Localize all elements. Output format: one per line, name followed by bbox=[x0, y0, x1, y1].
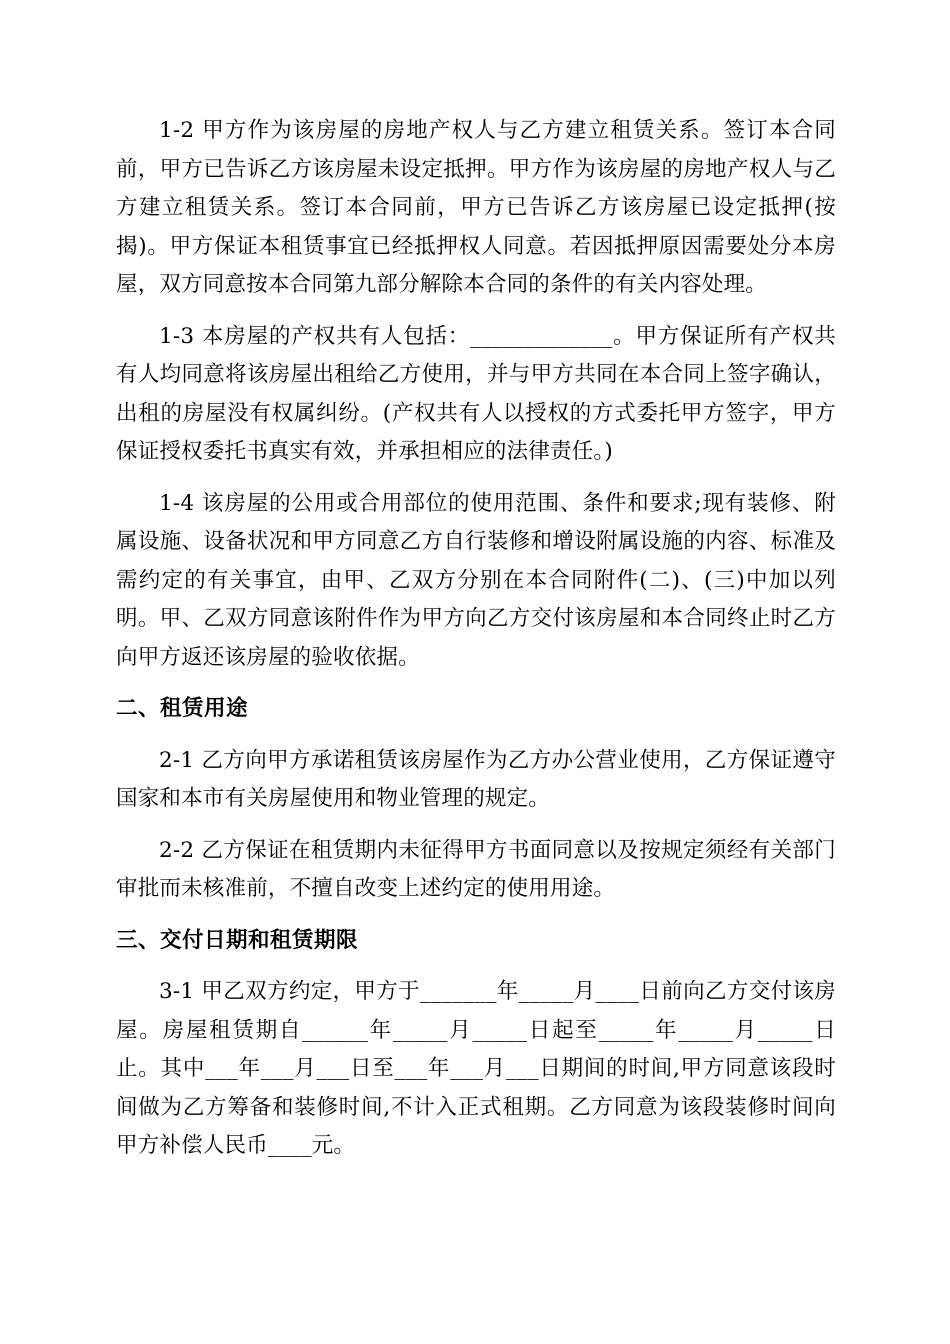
section-heading-rental-purpose: 二、租赁用途 bbox=[116, 696, 249, 721]
clause-1-4: 1-4 该房屋的公用或合用部位的使用范围、条件和要求;现有装修、附属设施、设备状况和甲方同意乙方自行装修和增设附属设施的内容、标准及需约定的有关事宜，由甲、乙双方分别在本合同附件(二)、(三)中加以列明。甲、乙双方同意该附件作为甲方向乙方交付该房屋和本合同终止时乙方向甲方返还该房屋的验收依据。 bbox=[116, 490, 836, 670]
clause-1-3: 1-3 本房屋的产权共有人包括：_____________。甲方保证所有产权共有人均同意将该房屋出租给乙方使用，并与甲方共同在本合同上签字确认，出租的房屋没有权属纠纷。(产权共有人以授权的方式委托甲方签字，甲方保证授权委托书真实有效，并承担相应的法律责任。) bbox=[116, 323, 836, 464]
clause-2-1: 2-1 乙方向甲方承诺租赁该房屋作为乙方办公营业使用，乙方保证遵守国家和本市有关房屋使用和物业管理的规定。 bbox=[116, 747, 836, 811]
section-heading-delivery-and-term: 三、交付日期和租赁期限 bbox=[116, 927, 359, 953]
document-body bbox=[116, 112, 836, 1179]
clause-3-1: 3-1 甲乙双方约定，甲方于_______年_____月____日前向乙方交付该房屋。房屋租赁期自______年_____月_____日起至_____年_____月_____日止。其中___年___月___日至___年___月___日期间的时间,甲方同意该段时间做为乙方筹备和装修时间,不计入正式租期。乙方同意为该段装修时间向甲方补偿人民币____元。 bbox=[116, 979, 836, 1158]
clause-2-2: 2-2 乙方保证在租赁期内未征得甲方书面同意以及按规定须经有关部门审批而未核准前，不擅自改变上述约定的使用用途。 bbox=[116, 837, 836, 901]
clause-1-2: 1-2 甲方作为该房屋的房地产权人与乙方建立租赁关系。签订本合同前，甲方已告诉乙方该房屋未设定抵押。甲方作为该房屋的房地产权人与乙方建立租赁关系。签订本合同前，甲方已告诉乙方该房屋已设定抵押(按揭)。甲方保证本租赁事宜已经抵押权人同意。若因抵押原因需要处分本房屋，双方同意按本合同第九部分解除本合同的条件的有关内容处理。 bbox=[116, 118, 836, 297]
